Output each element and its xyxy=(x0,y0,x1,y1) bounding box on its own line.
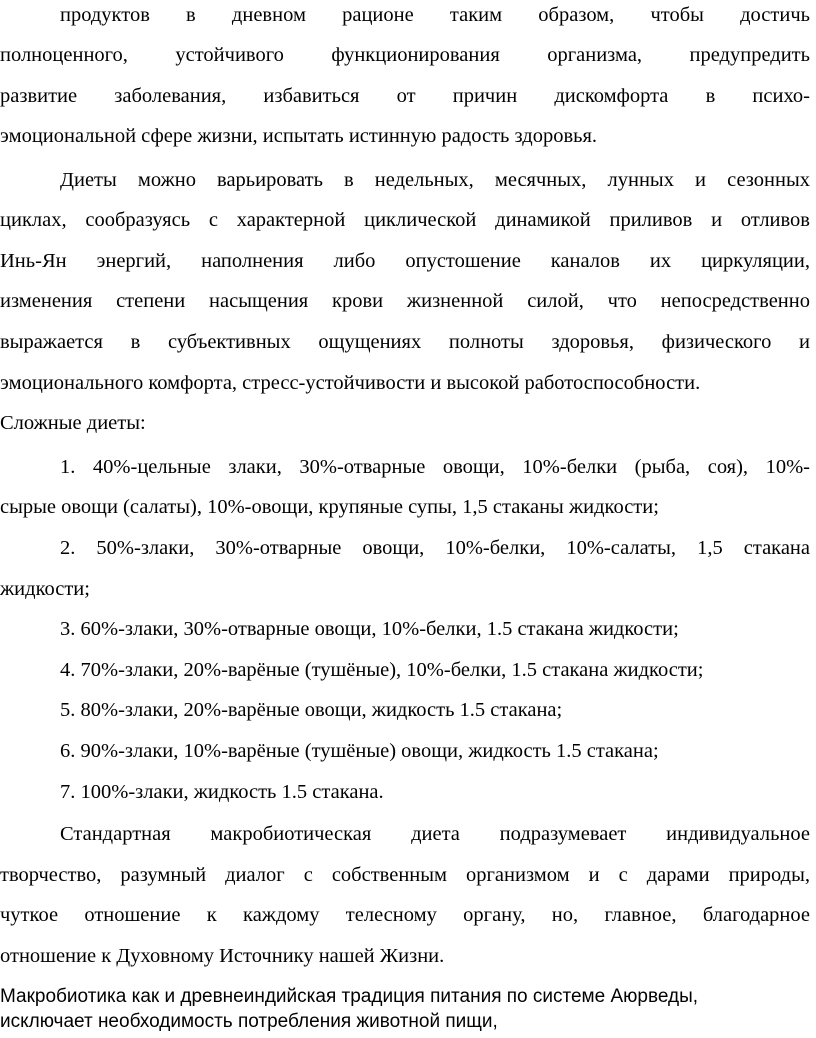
text-line: полноценного, устойчивого функционирования организма, предупредить xyxy=(0,44,810,66)
list-item: 7. 100%-злаки, жидкость 1.5 стакана. xyxy=(60,781,384,803)
text-line: продуктов в дневном рационе таким образом, чтобы достичь xyxy=(60,4,810,26)
text-line: Инь-Ян энергий, наполнения либо опустошение каналов их циркуляции, xyxy=(0,250,810,272)
text-line: циклах, сообразуясь с характерной циклической динамикой приливов и отливов xyxy=(0,209,810,231)
list-item: 5. 80%-злаки, 20%-варёные овощи, жидкость 1.5 стакана; xyxy=(60,699,563,721)
text-line: эмоциональной сфере жизни, испытать истинную радость здоровья. xyxy=(0,125,598,147)
list-item: 2. 50%-злаки, 30%-отварные овощи, 10%-белки, 10%-салаты, 1,5 стакана xyxy=(60,537,810,559)
paragraph-first-line: Диеты можно варьировать в недельных, месячных, лунных и сезонных xyxy=(60,169,810,191)
text-line: выражается в субъективных ощущениях полноты здоровья, физического и xyxy=(0,331,810,353)
list-item: 1. 40%-цельные злаки, 30%-отварные овощи, 10%-белки (рыба, соя), 10%- xyxy=(60,456,810,478)
section-heading: Сложные диеты: xyxy=(0,412,146,434)
paragraph-first-line: Стандартная макробиотическая диета подразумевает индивидуальное xyxy=(60,823,810,845)
text-line: изменения степени насыщения крови жизненной силой, что непосредственно xyxy=(0,290,810,312)
list-item-continuation: сырые овощи (салаты), 10%-овощи, крупяные супы, 1,5 стаканы жидкости; xyxy=(0,496,659,518)
text-line: эмоционального комфорта, стресс-устойчивости и высокой работоспособности. xyxy=(0,372,701,394)
list-item-continuation: жидкости; xyxy=(0,578,90,600)
text-line: отношение к Духовному Источнику нашей Жизни. xyxy=(0,945,445,967)
text-line: исключает необходимость потребления животной пищи, xyxy=(0,1011,498,1032)
list-item: 6. 90%-злаки, 10%-варёные (тушёные) овощи, жидкость 1.5 стакана; xyxy=(60,740,659,762)
text-line: Макробиотика как и древнеиндийская традиция питания по системе Аюрведы, xyxy=(0,986,699,1007)
list-item: 3. 60%-злаки, 30%-отварные овощи, 10%-белки, 1.5 стакана жидкости; xyxy=(60,618,679,640)
text-line: развитие заболевания, избавиться от причин дискомфорта в психо- xyxy=(0,85,810,107)
text-line: творчество, разумный диалог с собственным организмом и с дарами природы, xyxy=(0,864,810,886)
list-item: 4. 70%-злаки, 20%-варёные (тушёные), 10%-белки, 1.5 стакана жидкости; xyxy=(60,659,704,681)
text-line: чуткое отношение к каждому телесному органу, но, главное, благодарное xyxy=(0,904,810,926)
